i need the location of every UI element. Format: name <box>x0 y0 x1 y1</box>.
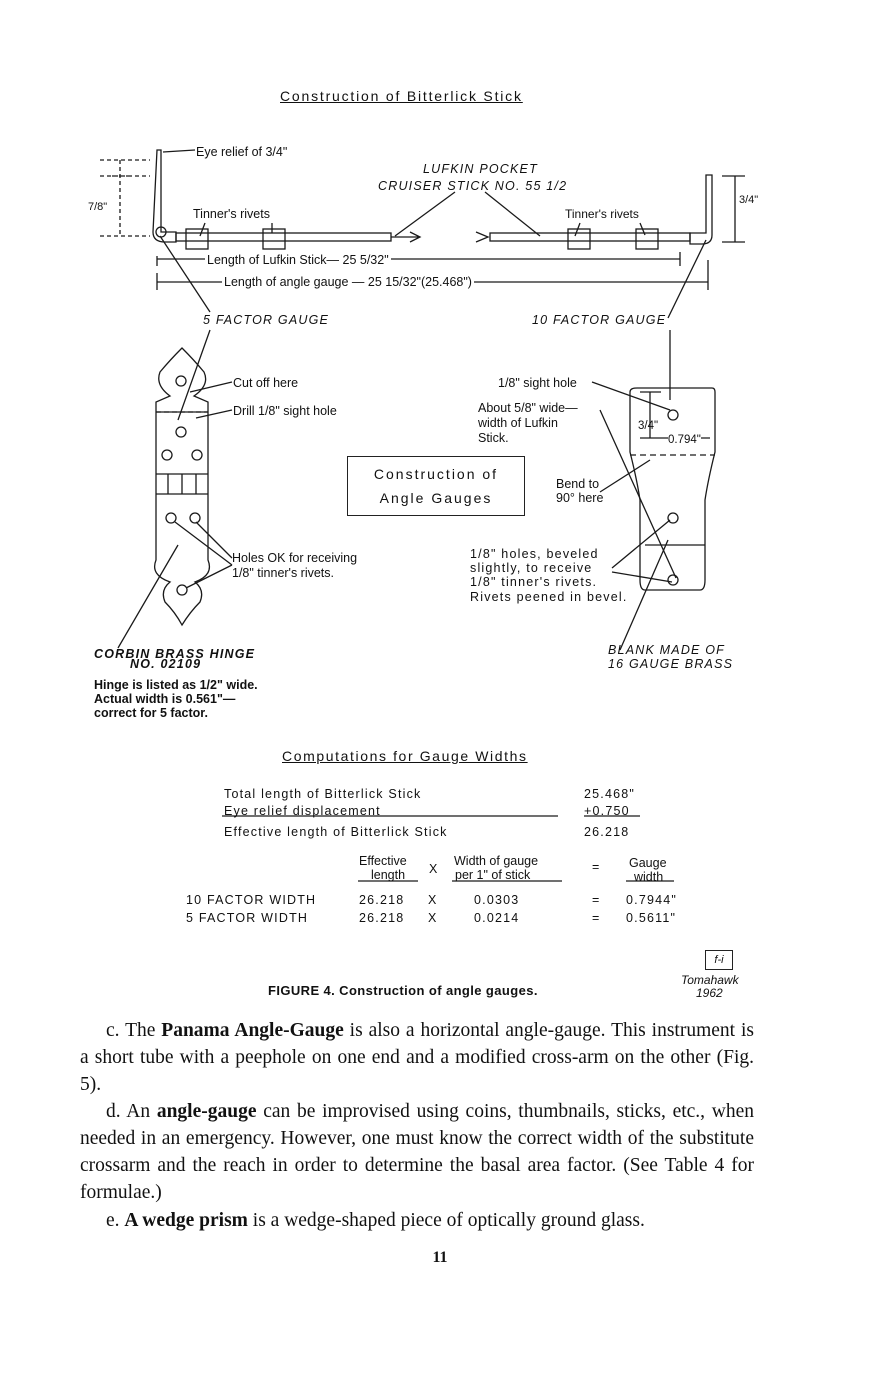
angle-gauges-box <box>347 456 525 516</box>
para-e-text: is a wedge-shaped piece of optically ground glass. <box>247 1210 645 1231</box>
right-angle-gauge <box>690 175 712 244</box>
comp-row-value: 26.218 <box>584 825 630 839</box>
para-d-term: angle-gauge <box>156 1101 257 1122</box>
factor-row-result: 0.7944" <box>626 893 678 907</box>
hinge-name-1: CORBIN BRASS HINGE <box>94 647 256 661</box>
draftsman-stamp: f-i <box>705 950 733 970</box>
header-width: Width of gauge <box>454 854 539 868</box>
factor-row-result: 0.5611" <box>626 911 677 925</box>
right-rivet-2 <box>636 229 658 249</box>
blank-holes-4: Rivets peened in bevel. <box>470 590 628 604</box>
ten-factor-label: 10 FACTOR GAUGE <box>532 313 667 327</box>
paragraph-e <box>80 1207 754 1234</box>
length-angle-label: Length of angle gauge — 25 15/32"(25.468") <box>224 275 472 289</box>
factor-row-eff: 26.218 <box>359 911 405 925</box>
blank-holes-3: 1/8" tinner's rivets. <box>470 575 598 589</box>
right-break <box>476 232 488 242</box>
comp-row-label: Effective length of Bitterlick Stick <box>224 825 448 839</box>
factor-row-x: X <box>428 893 437 907</box>
stamp-name: Tomahawk <box>681 973 739 987</box>
bend-label-1: Bend to <box>556 477 600 491</box>
factor-row-label: 10 FACTOR WIDTH <box>186 893 317 907</box>
about-label-1: About 5/8" wide— <box>478 401 578 415</box>
header-gauge-width: width <box>634 870 664 884</box>
hinge-name-2: NO. 02109 <box>130 657 202 671</box>
blank-holes-2: slightly, to receive <box>470 561 593 575</box>
blank-dim-794: 0.794" <box>668 434 701 446</box>
sight-hole-label: 1/8" sight hole <box>498 376 577 390</box>
computations-title: Computations for Gauge Widths <box>282 748 528 764</box>
blank-name-2: 16 GAUGE BRASS <box>608 657 734 671</box>
right-rivet-1 <box>568 229 590 249</box>
drill-label: Drill 1/8" sight hole <box>233 404 337 418</box>
blank-dim-34: 3/4" <box>638 420 659 432</box>
para-c-text: is also a horizontal angle-gauge. This instrument is a short tube with a peephole on one end and a modified cross-arm on the other (Fig. 5). <box>80 1020 754 1095</box>
hinge-holes-label-1: Holes OK for receiving <box>232 551 358 565</box>
stamp-year: 1962 <box>696 986 723 1000</box>
length-lufkin-label: Length of Lufkin Stick— 25 5/32" <box>207 253 389 267</box>
comp-row-label: Eye relief displacement <box>224 804 381 818</box>
factor-row-per: 0.0214 <box>474 911 520 925</box>
header-effective: Effective <box>359 854 407 868</box>
about-label-3: Stick. <box>478 431 509 445</box>
hinge-note-3: correct for 5 factor. <box>94 706 208 720</box>
paragraph-c <box>80 1017 754 1098</box>
box-line-1: Construction of <box>373 466 499 482</box>
comp-row-label: Total length of Bitterlick Stick <box>224 787 422 801</box>
left-rivet-2 <box>263 229 285 249</box>
factor-row-eff: 26.218 <box>359 893 405 907</box>
rivets-left-label: Tinner's rivets <box>193 207 270 221</box>
header-eq: = <box>592 860 600 874</box>
comp-row-value: +0.750 <box>584 804 630 818</box>
factor-row-x: X <box>428 911 437 925</box>
factor-row-label: 5 FACTOR WIDTH <box>186 911 309 925</box>
bend-label-2: 90° here <box>556 491 604 505</box>
hinge-holes-label-2: 1/8" tinner's rivets. <box>232 566 335 580</box>
left-rivet-1 <box>186 229 208 249</box>
blank-name-1: BLANK MADE OF <box>608 643 726 657</box>
lufkin-label-1: LUFKIN POCKET <box>423 162 538 176</box>
comp-row-value: 25.468" <box>584 787 636 801</box>
blank-holes-1: 1/8" holes, beveled <box>470 547 599 561</box>
page-number: 11 <box>432 1249 448 1266</box>
five-factor-label: 5 FACTOR GAUGE <box>203 313 330 327</box>
para-d-pre: d. An <box>106 1101 157 1122</box>
about-label-2: width of Lufkin <box>478 416 558 430</box>
factor-row-eq: = <box>592 893 600 907</box>
paragraph-d <box>80 1098 754 1206</box>
header-per: per 1" of stick <box>455 868 531 882</box>
factor-row-eq: = <box>592 911 600 925</box>
hinge-note-1: Hinge is listed as 1/2" wide. <box>94 678 258 692</box>
factor-row-per: 0.0303 <box>474 893 520 907</box>
eye-relief-label: Eye relief of 3/4" <box>196 145 288 159</box>
figure-caption: FIGURE 4. Construction of angle gauges. <box>268 983 538 998</box>
right-dim-label: 3/4" <box>739 194 759 206</box>
box-line-2: Angle Gauges <box>379 490 493 506</box>
para-d-text: can be improvised using coins, thumbnails, sticks, etc., when needed in an emergency. However, one must know the correct width of the substitute crossarm and the reach in order to determine the basal area factor. (See Table 4 for formulae.) <box>80 1101 755 1203</box>
lufkin-label-2: CRUISER STICK NO. 55 1/2 <box>378 179 568 193</box>
left-break <box>391 232 420 242</box>
para-e-pre: e. <box>106 1210 125 1231</box>
para-c-pre: c. The <box>106 1020 162 1041</box>
rivets-right-label: Tinner's rivets <box>565 207 639 221</box>
header-length: length <box>371 868 406 882</box>
header-x: X <box>429 862 438 876</box>
stick-title: Construction of Bitterlick Stick <box>280 88 523 104</box>
para-c-term: Panama Angle-Gauge <box>161 1020 344 1041</box>
cut-off-label: Cut off here <box>233 376 299 390</box>
header-gauge: Gauge <box>629 856 667 870</box>
para-e-term: A wedge prism <box>124 1210 248 1231</box>
hinge-note-2: Actual width is 0.561"— <box>94 692 236 706</box>
left-dim-label: 7/8" <box>88 201 108 213</box>
